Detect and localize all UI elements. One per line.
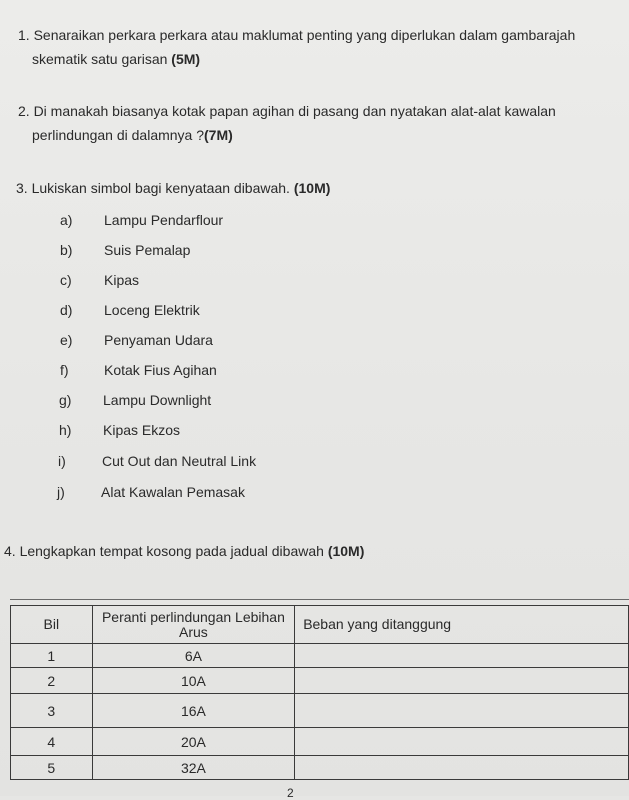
item-label: g)	[59, 392, 72, 408]
question-3-item	[60, 211, 223, 229]
question-2-line1: 2. Di manakah biasanya kotak papan agihan di pasang dan nyatakan alat-alat kawalan	[18, 103, 556, 119]
question-2-line2-text: perlindungan di dalamnya ?	[32, 127, 205, 143]
cell-bil: 2	[11, 668, 93, 694]
question-3-item	[58, 452, 256, 470]
header-bil: Bil	[11, 606, 93, 644]
question-3-marks: (10M)	[293, 180, 331, 196]
item-text: Kipas	[104, 272, 140, 288]
item-label: d)	[60, 302, 73, 318]
header-beban: Beban yang ditanggung	[295, 606, 629, 644]
cell-bil: 1	[11, 644, 93, 668]
cell-beban[interactable]	[295, 668, 629, 694]
question-4-text: 4. Lengkapkan tempat kosong pada jadual dibawah	[4, 543, 328, 559]
table-row	[11, 668, 629, 694]
question-3	[16, 179, 330, 197]
question-3-item	[57, 483, 245, 501]
item-text: Cut Out dan Neutral Link	[102, 453, 257, 469]
item-label: e)	[60, 332, 73, 348]
question-3-item	[59, 421, 180, 439]
item-text: Lampu Downlight	[103, 392, 212, 408]
item-text: Penyaman Udara	[104, 332, 213, 348]
cell-beban[interactable]	[295, 694, 629, 728]
question-3-item	[60, 241, 190, 259]
table-row	[11, 644, 629, 668]
item-label: b)	[60, 242, 73, 258]
question-3-item	[60, 271, 139, 289]
item-text: Kotak Fius Agihan	[104, 362, 217, 378]
question-1-marks: (5M)	[171, 51, 201, 67]
cell-beban[interactable]	[295, 756, 629, 780]
cell-bil: 5	[11, 756, 93, 780]
question-1-line2-text: skematik satu garisan	[32, 51, 172, 67]
question-3-item	[59, 391, 211, 409]
question-4	[4, 542, 364, 560]
cell-bil: 4	[11, 728, 93, 756]
cell-peranti: 20A	[92, 728, 295, 756]
question-3-item	[60, 301, 200, 319]
cell-bil: 3	[11, 694, 93, 728]
protection-table	[10, 605, 629, 780]
item-label: f)	[60, 362, 69, 378]
item-label: h)	[59, 422, 72, 438]
question-2	[18, 102, 556, 144]
item-text: Loceng Elektrik	[104, 302, 200, 318]
cell-beban[interactable]	[295, 728, 629, 756]
page-number: 2	[287, 786, 294, 800]
table-row	[11, 694, 629, 728]
cell-beban[interactable]	[295, 644, 629, 668]
question-2-line2	[18, 126, 556, 144]
question-3-text: 3. Lukiskan simbol bagi kenyataan dibawah.	[16, 180, 294, 196]
table-top-rule	[10, 599, 629, 600]
question-1-line1: 1. Senaraikan perkara perkara atau maklumat penting yang diperlukan dalam gambarajah	[18, 27, 576, 43]
question-1-line2	[18, 50, 575, 68]
question-4-marks: (10M)	[327, 543, 365, 559]
question-3-item	[60, 331, 213, 349]
header-peranti: Peranti perlindungan Lebihan Arus	[92, 606, 295, 644]
question-2-marks: (7M)	[204, 127, 233, 143]
item-label: c)	[60, 272, 72, 288]
cell-peranti: 10A	[92, 668, 295, 694]
table-row	[11, 728, 629, 756]
item-text: Alat Kawalan Pemasak	[101, 484, 245, 500]
item-text: Kipas Ekzos	[103, 422, 181, 438]
cell-peranti: 16A	[92, 694, 295, 728]
item-text: Lampu Pendarflour	[104, 212, 224, 228]
question-1	[18, 26, 575, 68]
item-label: i)	[58, 453, 66, 469]
item-text: Suis Pemalap	[104, 242, 191, 258]
table-row	[11, 756, 629, 780]
item-label: a)	[60, 212, 73, 228]
item-label: j)	[57, 484, 65, 500]
question-3-item	[60, 361, 217, 379]
cell-peranti: 32A	[92, 756, 295, 780]
cell-peranti: 6A	[92, 644, 295, 668]
table-header-row	[11, 606, 629, 644]
